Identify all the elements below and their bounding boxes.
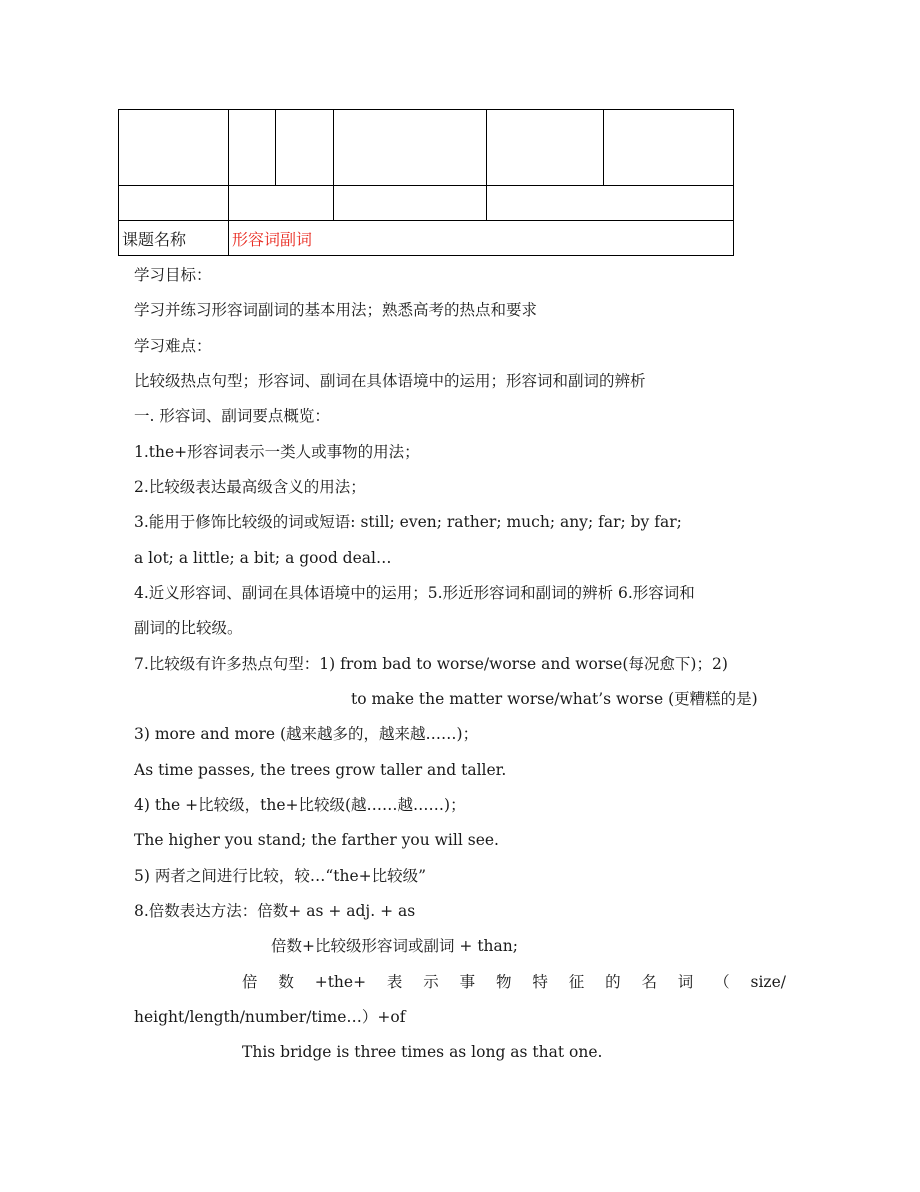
table-cell xyxy=(487,186,734,221)
justified-word: 数 xyxy=(278,973,294,991)
list-item: 7.比较级有许多热点句型：1) from bad to worse/worse and worse(每况愈下)；2) xyxy=(134,655,728,673)
formula-line: 倍数+比较级形容词或副词 + than; xyxy=(271,937,518,955)
list-item: 1.the+形容词表示一类人或事物的用法； xyxy=(134,443,420,461)
section-heading: 一. 形容词、副词要点概览： xyxy=(134,407,330,425)
justified-word: size/ xyxy=(750,973,786,991)
justified-word: 词 xyxy=(677,973,694,991)
course-name-label: 课题名称 xyxy=(119,221,229,256)
table-cell xyxy=(334,186,487,221)
table-cell xyxy=(487,110,604,186)
justified-word: 倍 xyxy=(242,973,258,991)
objective-heading: 学习目标： xyxy=(134,266,212,284)
pattern-item: 3) more and more (越来越多的，越来越……)； xyxy=(134,725,479,743)
justified-word: 示 xyxy=(423,973,439,991)
list-item: 3.能用于修饰比较级的词或短语: still; even; rather; much; any; far; by far; xyxy=(134,513,682,531)
example-sentence: The higher you stand; the farther you will see. xyxy=(134,831,499,849)
table-row xyxy=(119,221,734,256)
table-row xyxy=(119,186,734,221)
list-item: 8.倍数表达方法：倍数+ as + adj. + as xyxy=(134,902,416,920)
list-item-continuation: a lot; a little; a bit; a good deal… xyxy=(134,549,392,567)
formula-line-continuation: height/length/number/time…）+of xyxy=(134,1008,406,1026)
justified-word: 物 xyxy=(496,973,512,991)
justified-word: （ xyxy=(714,973,730,991)
list-item-continuation: 副词的比较级。 xyxy=(134,619,243,637)
table-cell xyxy=(334,110,487,186)
pattern-item: 5) 两者之间进行比较，较…“the+比较级” xyxy=(134,867,427,885)
justified-word: 征 xyxy=(568,973,585,991)
pattern-item: 4) the +比较级，the+比较级(越……越……)； xyxy=(134,796,466,814)
table-row xyxy=(119,110,734,186)
objective-text: 学习并练习形容词副词的基本用法；熟悉高考的热点和要求 xyxy=(134,301,538,319)
justified-word: 特 xyxy=(532,973,548,991)
table-cell xyxy=(276,110,334,186)
table-cell xyxy=(119,186,229,221)
difficulty-text: 比较级热点句型；形容词、副词在具体语境中的运用；形容词和副词的辨析 xyxy=(134,372,646,390)
example-sentence: This bridge is three times as long as that one. xyxy=(242,1043,603,1061)
list-item: 4.近义形容词、副词在具体语境中的运用；5.形近形容词和副词的辨析 6.形容词和 xyxy=(134,584,695,602)
course-name-value: 形容词副词 xyxy=(229,221,734,256)
justified-word: 事 xyxy=(459,973,476,991)
table-cell xyxy=(229,110,276,186)
justified-words xyxy=(134,972,786,992)
lesson-info-table xyxy=(118,109,734,256)
justified-word: 表 xyxy=(386,973,403,991)
list-item-continuation: to make the matter worse/what’s worse (更糟糕的是) xyxy=(351,690,758,708)
justified-word: 名 xyxy=(641,973,657,991)
table-cell xyxy=(229,186,334,221)
difficulty-heading: 学习难点： xyxy=(134,337,212,355)
example-sentence: As time passes, the trees grow taller and taller. xyxy=(134,761,507,779)
table-cell xyxy=(604,110,734,186)
justified-word: 的 xyxy=(605,973,621,991)
list-item: 2.比较级表达最高级含义的用法； xyxy=(134,478,366,496)
table-cell xyxy=(119,110,229,186)
formula-line-justified xyxy=(134,972,786,992)
justified-word: +the+ xyxy=(314,973,367,991)
